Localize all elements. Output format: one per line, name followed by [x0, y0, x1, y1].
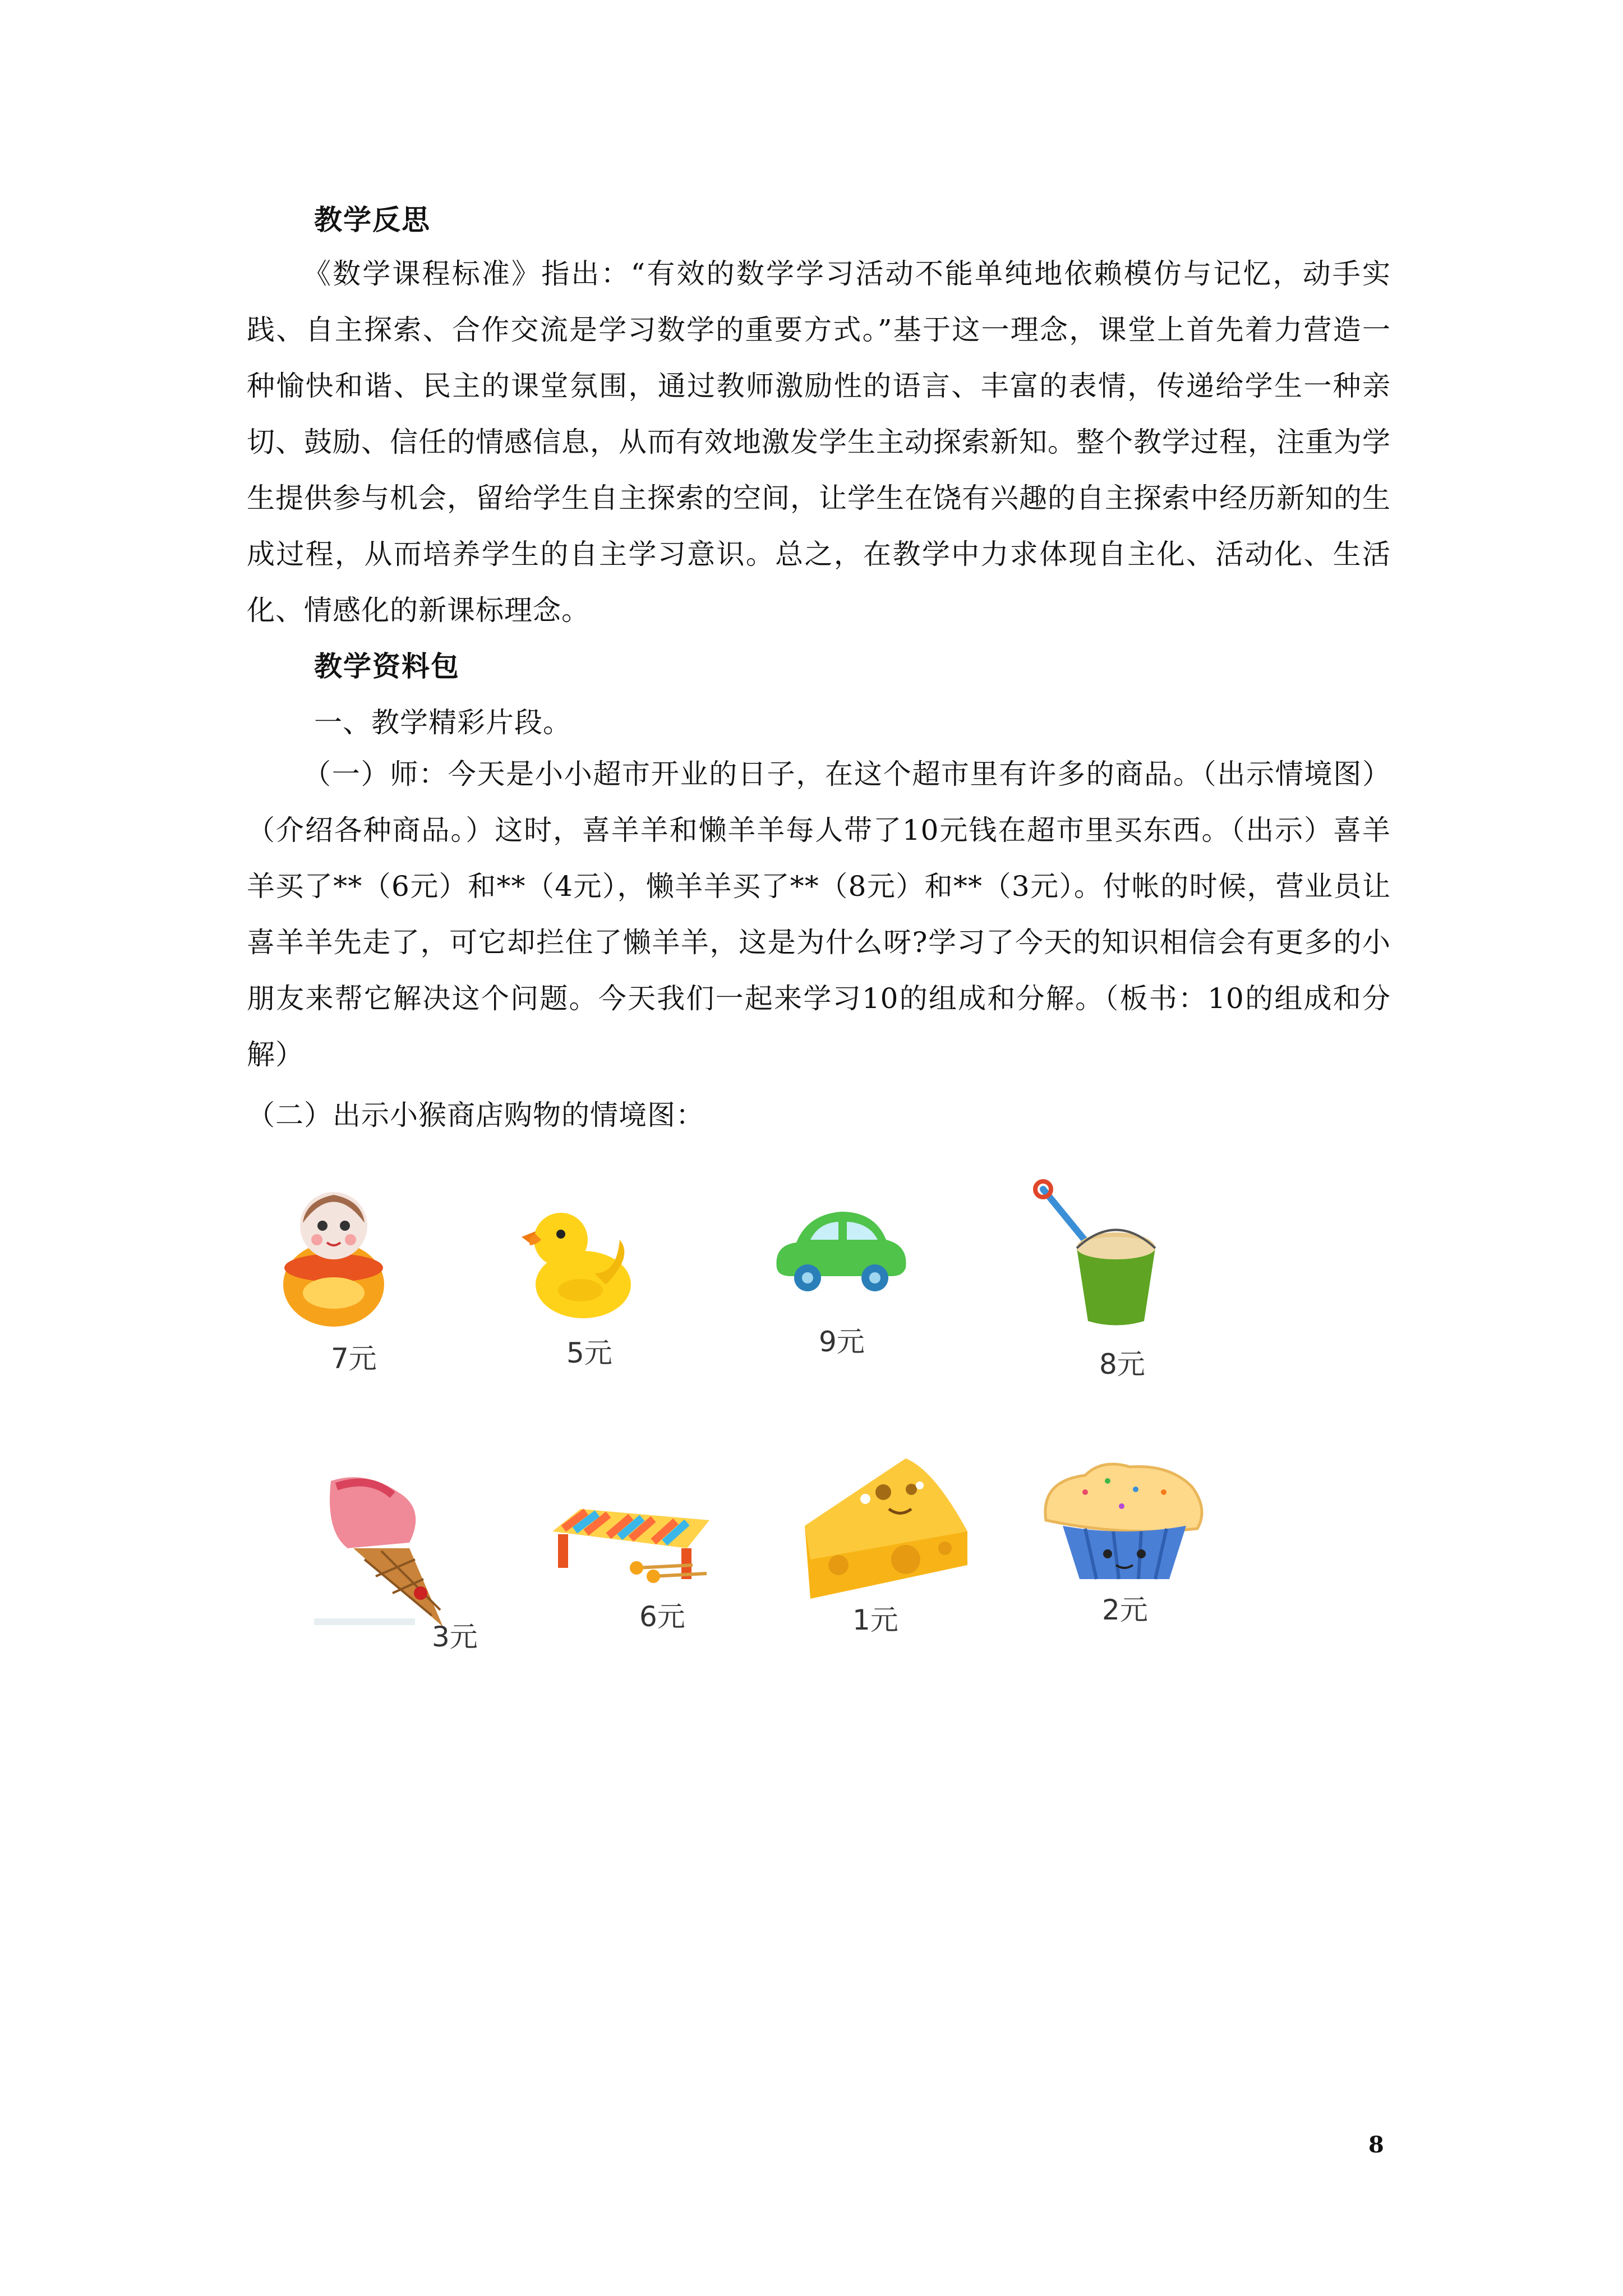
- item-cheese: [799, 1447, 945, 1599]
- item-sand-bucket: [1032, 1178, 1178, 1335]
- xylophone-icon: [547, 1503, 715, 1588]
- cupcake-icon: [1040, 1458, 1209, 1588]
- duck-icon: [522, 1200, 634, 1324]
- car-icon: [768, 1200, 914, 1301]
- highlights-paragraph: （一）师：今天是小小超市开业的日子，在这个超市里有许多的商品。（出示情境图）（介绍各种商品。）这时，喜羊羊和懒羊羊每人带了10元钱在超市里买东西。（出示）喜羊羊买了**（6元）和**（4元），懒羊羊买了**（8元）和**（3元）。付帐的时候，营业员让喜羊羊先走了，可它却拦住了懒羊羊，这是为什么呀?学习了今天的知识相信会有更多的小朋友来帮它解决这个问题。今天我们一起来学习10的组成和分解。（板书：10的组成和分解）: [247, 758, 1391, 1071]
- bucket-icon: [1032, 1178, 1166, 1335]
- section-heading-materials: 教学资料包: [314, 650, 460, 683]
- reflection-paragraph: 《数学课程标准》指出：“有效的数学学习活动不能单纯地依赖模仿与记忆，动手实践、自主探索、合作交流是学习数学的重要方式。”基于这一理念，课堂上首先着力营造一种愉快和谐、民主的课堂氛围，通过教师激励性的语言、丰富的表情，传递给学生一种亲切、鼓励、信任的情感信息，从而有效地激发学生主动探索新知。整个教学过程，注重为学生提供参与机会，留给学生自主探索的空间，让学生在饶有兴趣的自主探索中经历新知的生成过程，从而培养学生的自主学习意识。总之，在教学中力求体现自主化、活动化、生活化、情感化的新课标理念。: [247, 257, 1391, 627]
- figure-caption: （二）出示小猴商店购物的情境图：: [247, 1099, 704, 1131]
- price-tumbler-doll: 7元: [331, 1342, 377, 1375]
- item-ice-cream: [314, 1470, 460, 1638]
- tumbler-doll-icon: [278, 1184, 390, 1329]
- item-xylophone: [547, 1503, 693, 1588]
- page-number: 8: [1368, 2132, 1384, 2158]
- price-cheese: 1元: [852, 1604, 898, 1636]
- price-xylophone: 6元: [639, 1600, 685, 1633]
- item-toy-car: [768, 1200, 914, 1301]
- price-toy-car: 9元: [819, 1326, 865, 1358]
- item-rubber-duck: [522, 1200, 667, 1324]
- cheese-icon: [799, 1447, 979, 1599]
- item-tumbler-doll: [278, 1184, 423, 1329]
- price-ice-cream: 3元: [432, 1621, 478, 1653]
- section-heading-reflection: 教学反思: [314, 203, 431, 236]
- item-cupcake: [1040, 1458, 1186, 1588]
- price-sand-bucket: 8元: [1099, 1348, 1145, 1381]
- price-rubber-duck: 5元: [566, 1337, 612, 1369]
- ice-cream-icon: [314, 1470, 460, 1638]
- price-cupcake: 2元: [1102, 1594, 1148, 1626]
- subheading-highlights: 一、教学精彩片段。: [314, 706, 571, 739]
